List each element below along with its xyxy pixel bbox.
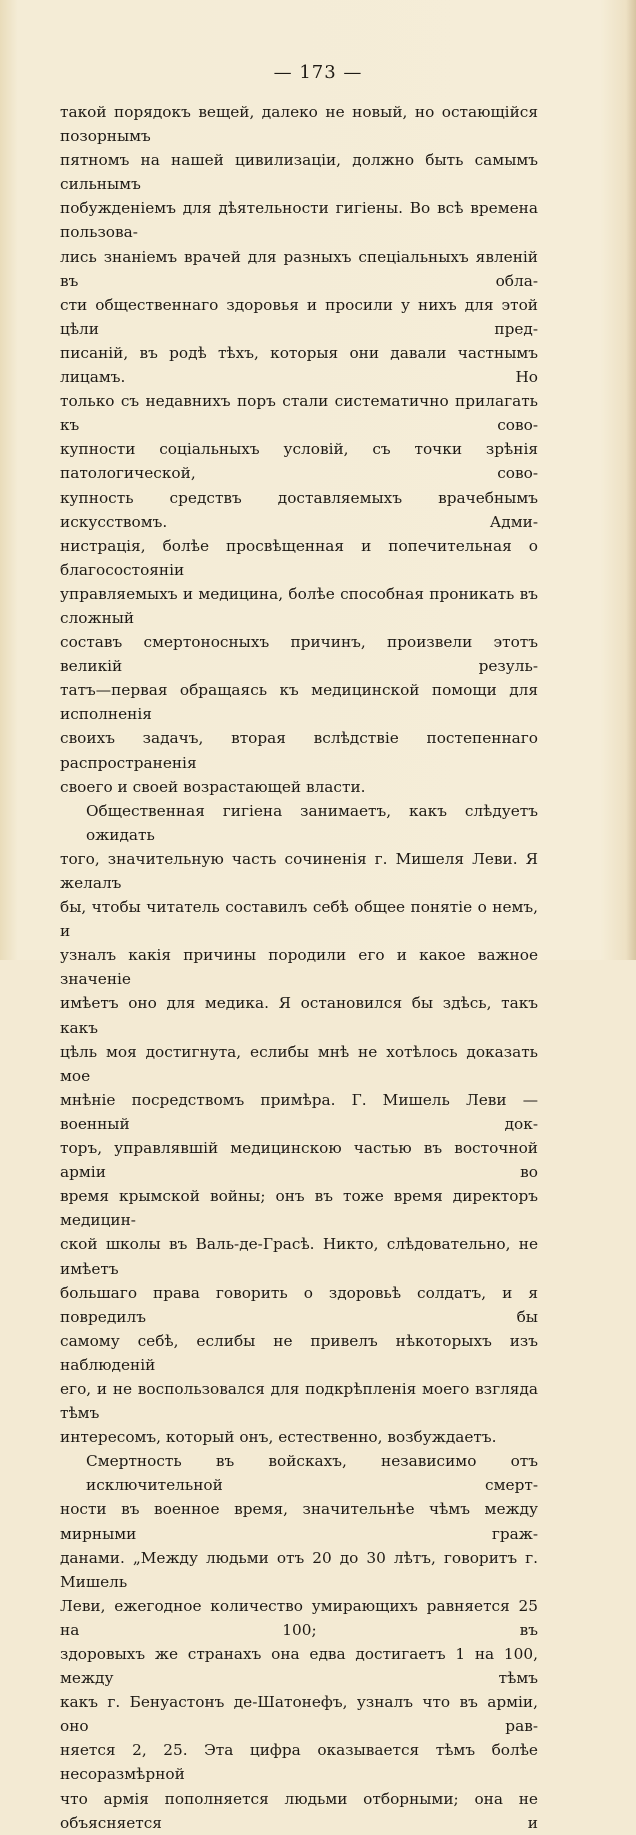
text-line: побужденіемъ для дѣятельности гигіены. Во всѣ времена пользова-: [60, 199, 538, 242]
text-line: узналъ какія причины породили его и какое важное значеніе: [60, 946, 538, 989]
text-line: ности въ военное время, значительнѣе чѣмъ между мирными граж-: [60, 1500, 538, 1543]
text-line: управляемыхъ и медицина, болѣе способная проникать въ сложный: [60, 584, 538, 627]
text-line: мнѣніе посредствомъ примѣра. Г. Мишель Леви — военный док-: [60, 1090, 538, 1133]
text-line: няется 2, 25. Эта цифра оказывается тѣмъ болѣе несоразмѣрной: [60, 1741, 538, 1784]
text-line: что армія пополняется людьми отборными; она не объясняется и: [60, 1789, 538, 1832]
text-line: самому себѣ, еслибы не привелъ нѣкоторыхъ изъ наблюденій: [60, 1331, 538, 1374]
text-line: писаній, въ родѣ тѣхъ, которыя они давали частнымъ лицамъ. Но: [60, 343, 538, 387]
text-line: сти общественнаго здоровья и просили у нихъ для этой цѣли пред-: [60, 295, 538, 338]
text-line: его, и не воспользовался для подкрѣпленія моего взгляда тѣмъ: [60, 1379, 538, 1423]
text-line: бы, чтобы читатель составилъ себѣ общее понятіе о немъ, и: [60, 898, 538, 941]
text-line: время крымской войны; онъ въ тоже время директоръ медицин-: [60, 1187, 538, 1230]
text-line: имѣетъ оно для медика. Я остановился бы здѣсь, такъ какъ: [60, 994, 538, 1037]
text-line: данами. „Между людьми отъ 20 до 30 лѣтъ, говоритъ г. Мишель: [60, 1548, 538, 1591]
text-line: нистрація, болѣе просвѣщенная и попечительная о благосостояніи: [60, 536, 538, 579]
text-line: того, значительную часть сочиненія г. Мишеля Леви. Я желалъ: [60, 849, 538, 892]
text-line: ской школы въ Валь-де-Грасѣ. Никто, слѣдовательно, не имѣетъ: [60, 1235, 538, 1278]
text-line: какъ г. Бенуастонъ де-Шатонефъ, узналъ что въ арміи, оно рав-: [60, 1693, 538, 1736]
text-line: торъ, управлявшій медицинскою частью въ восточной арміи во: [60, 1139, 538, 1182]
text-line: составъ смертоносныхъ причинъ, произвели этотъ великій резуль-: [60, 633, 538, 676]
text-line: пятномъ на нашей цивилизаціи, должно быть самымъ сильнымъ: [60, 151, 538, 194]
text-line: такой порядокъ вещей, далеко не новый, но остающійся позорнымъ: [60, 103, 538, 146]
text-line: Леви, ежегодное количество умирающихъ равняется 25 на 100; въ: [60, 1596, 538, 1639]
text-line: купность средствъ доставляемыхъ врачебнымъ искусствомъ. Адми-: [60, 488, 538, 531]
text-line: большаго права говорить о здоровьѣ солдатъ, и я повредилъ бы: [60, 1283, 538, 1326]
text-line: цѣль моя достигнута, еслибы мнѣ не хотѣлось доказать мое: [60, 1042, 538, 1085]
text-line: татъ—первая обращаясь къ медицинской помощи для исполненія: [60, 681, 538, 724]
page-number: — 173 —: [273, 62, 363, 83]
text-line: лись знаніемъ врачей для разныхъ спеціальныхъ явленій въ обла-: [60, 247, 538, 290]
body-text: [60, 100, 538, 1835]
text-line: Смертность въ войскахъ, независимо отъ исключительной смерт-: [86, 1452, 538, 1495]
text-line: интересомъ, который онъ, естественно, возбуждаетъ.: [60, 1428, 497, 1447]
page-edge-shadow: [626, 0, 636, 960]
text-line: купности соціальныхъ условій, съ точки зрѣнія патологической, сово-: [60, 440, 538, 483]
text-line: здоровыхъ же странахъ она едва достигаетъ 1 на 100, между тѣмъ: [60, 1645, 538, 1688]
text-line: своихъ задачъ, вторая вслѣдствіе постепеннаго распространенія: [60, 729, 538, 772]
text-line: только съ недавнихъ поръ стали систематично прилагать къ сово-: [60, 392, 538, 435]
text-line: Общественная гигіена занимаетъ, какъ слѣдуетъ ожидать: [86, 801, 538, 844]
text-line: своего и своей возрастающей власти.: [60, 777, 366, 796]
